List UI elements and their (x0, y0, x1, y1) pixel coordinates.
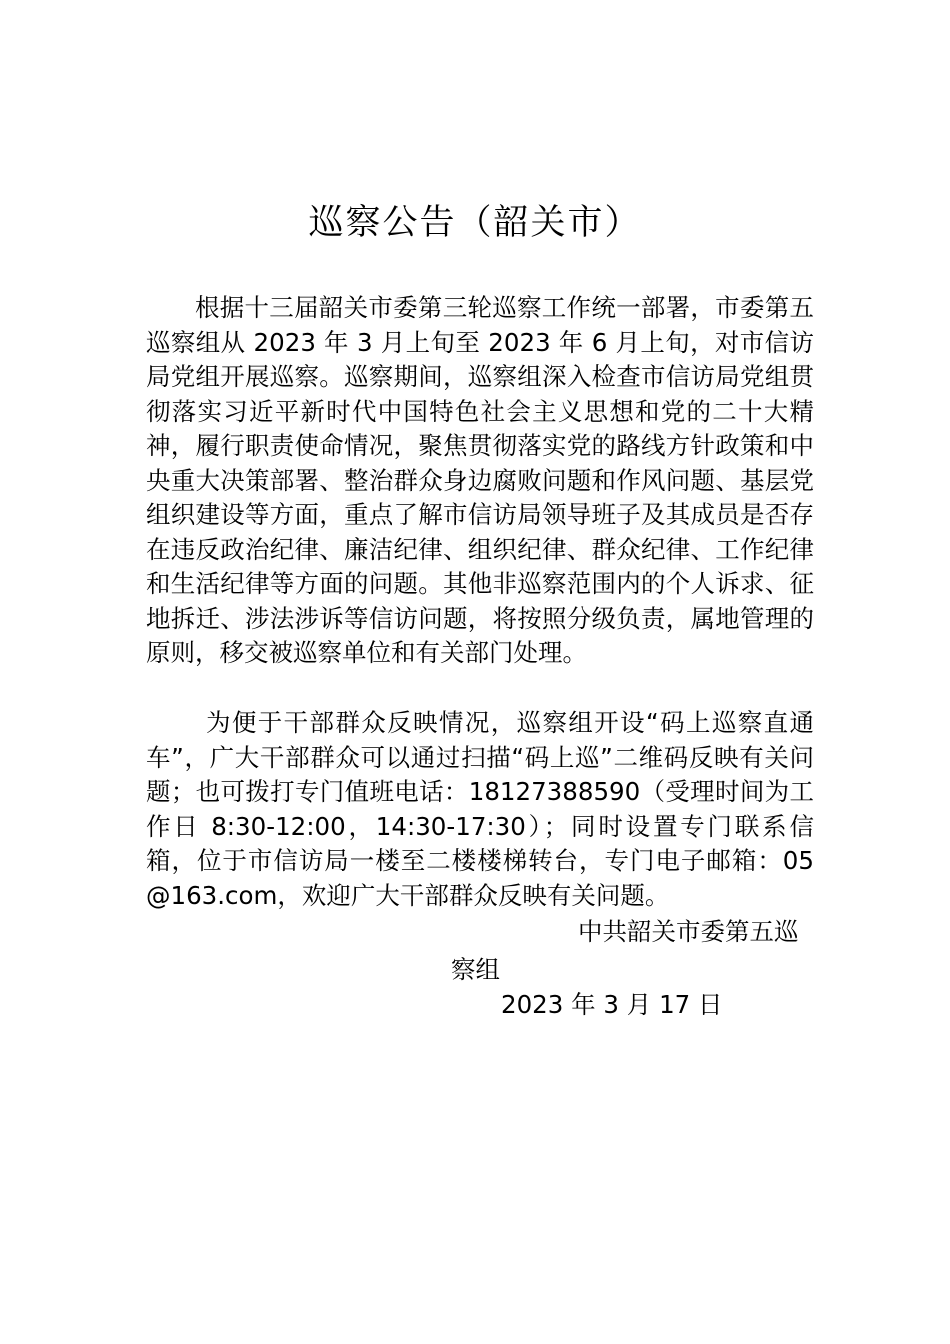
page-title: 巡察公告（韶关市） (308, 203, 642, 243)
signature-organization-line-1: 中共韶关市委第五巡 (578, 917, 799, 946)
signature-date: 2023 年 3 月 17 日 (501, 990, 723, 1019)
paragraph-contact-info: 为便于干部群众反映情况，巡察组开设“码上巡察直通车”，广大干部群众可以通过扫描“码上巡”二维码反映有关问题；也可拨打专门值班电话：18127388590（受理时间为工作日 8:30-12:00，14:30-17:30）；同时设置专门联系信箱，位于市信访局一楼至二楼楼梯转台，专门电子邮箱：05@163.com，欢迎广大干部群众反映有关问题。 (146, 708, 814, 910)
signature-organization-line-2: 察组 (451, 955, 500, 984)
paragraph-inspection-scope: 根据十三届韶关市委第三轮巡察工作统一部署，市委第五巡察组从 2023 年 3 月上旬至 2023 年 6 月上旬，对市信访局党组开展巡察。巡察期间，巡察组深入检查市信访局党组贯彻落实习近平新时代中国特色社会主义思想和党的二十大精神，履行职责使命情况，聚焦贯彻落实党的路线方针政策和中央重大决策部署、整治群众身边腐败问题和作风问题、基层党组织建设等方面，重点了解市信访局领导班子及其成员是否存在违反政治纪律、廉洁纪律、组织纪律、群众纪律、工作纪律和生活纪律等方面的问题。其他非巡察范围内的个人诉求、征地拆迁、涉法涉诉等信访问题，将按照分级负责，属地管理的原则，移交被巡察单位和有关部门处理。 (146, 293, 814, 667)
